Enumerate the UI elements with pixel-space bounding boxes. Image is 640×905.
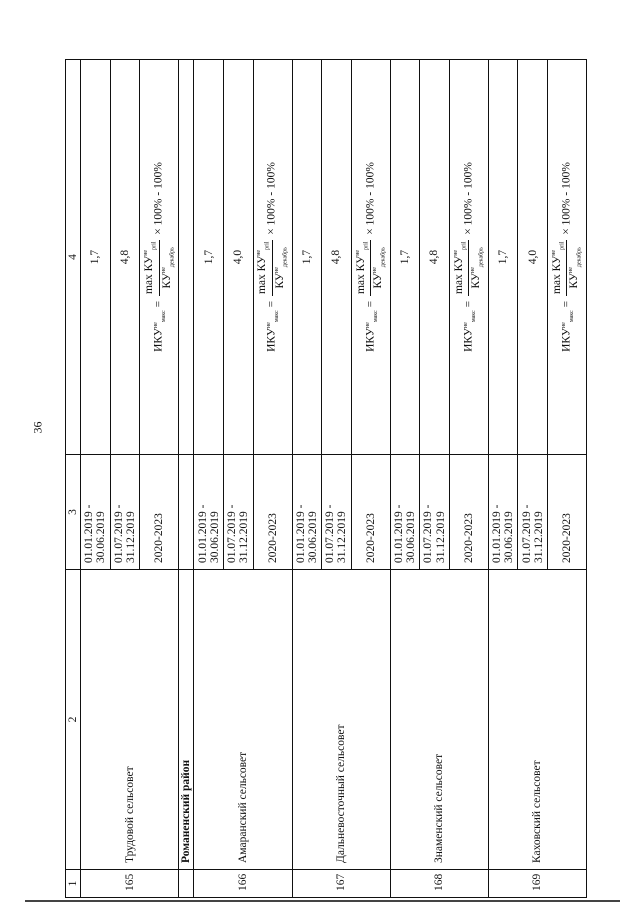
value-cell: 4,8 [420,60,450,455]
value-cell: 1,7 [292,60,322,455]
period-cell: 01.07.2019 - 31.12.2019 [518,455,548,570]
page-number: 36 [30,421,45,434]
period-cell: 01.01.2019 - 30.06.2019 [81,455,111,570]
row-number: 169 [488,870,586,898]
period-cell: 01.01.2019 - 30.06.2019 [390,455,420,570]
period-cell: 01.01.2019 - 30.06.2019 [292,455,322,570]
formula-fraction: $\max КУ^{не}_{pril}$ $КУ^{не}_{декабрь}$ [256,241,289,295]
period-cell: 2020-2023 [547,455,586,570]
period-cell: 2020-2023 [253,455,292,570]
col-header-1: 1 [66,870,81,898]
period-cell: 01.07.2019 - 31.12.2019 [224,455,254,570]
row-number: 166 [194,870,292,898]
formula-tail: × 100% - 100% [152,162,165,235]
value-cell: 1,7 [194,60,224,455]
period-cell: 2020-2023 [140,455,179,570]
row-number: 168 [390,870,488,898]
municipality-name: Каховский сельсовет [488,570,586,870]
formula-cell: $ИКУ^{не}_{макс}$ = $\max КУ^{не}_{pril}$ $КУ^{не}_{декабрь}$ × 100% - 100% [547,60,586,455]
column-header-row [66,60,81,898]
formula-fraction: $\max КУ^{не}_{pril}$ $КУ^{не}_{декабрь}$ [143,241,175,295]
rotated-table-container [65,60,587,898]
municipality-name: Трудовой сельсовет [81,570,179,870]
table-row [194,60,224,898]
value-cell: 4,0 [224,60,254,455]
value-cell: 4,8 [110,60,140,455]
row-number: 165 [81,870,179,898]
formula-cell: $ИКУ^{не}_{макс}$ = $\max КУ^{не}_{pril}$ $КУ^{не}_{декабрь}$ × 100% - 100% [253,60,292,455]
period-cell: 01.01.2019 - 30.06.2019 [194,455,224,570]
row-number: 167 [292,870,390,898]
municipality-name: Знаменский сельсовет [390,570,488,870]
formula-fraction: $\max КУ^{не}_{pril}$ $КУ^{не}_{декабрь}$ [354,241,387,295]
municipality-name: Дальневосточный сельсовет [292,570,390,870]
table-row [488,60,518,898]
formula-lhs: ИКУ [152,328,165,352]
data-table [65,59,587,898]
value-cell: 4,8 [322,60,352,455]
district-name: Романенский район [179,570,194,870]
formula-cell: $ИКУ^{не}_{макс}$ = $\max КУ^{не}_{pril}$ $КУ^{не}_{декабрь}$ × 100% - 100% [351,60,390,455]
period-cell: 01.07.2019 - 31.12.2019 [322,455,352,570]
col-header-4: 4 [66,60,81,455]
formula-fraction: $\max КУ^{не}_{pril}$ $КУ^{не}_{декабрь}$ [550,241,583,295]
formula-fraction: $\max КУ^{не}_{pril}$ $КУ^{не}_{декабрь}$ [452,241,485,295]
value-cell: 4,0 [518,60,548,455]
period-cell: 2020-2023 [449,455,488,570]
scan-edge-line [25,900,620,902]
period-cell: 01.07.2019 - 31.12.2019 [420,455,450,570]
value-cell: 1,7 [488,60,518,455]
table-row [81,60,111,898]
district-row [179,60,194,898]
municipality-name: Амаранский сельсовет [194,570,292,870]
table-row [292,60,322,898]
period-cell: 01.01.2019 - 30.06.2019 [488,455,518,570]
col-header-2: 2 [66,570,81,870]
formula-cell: $ИКУ^{не}_{макс}$ = $\max КУ^{не}_{pril}$ $КУ^{не}_{декабрь}$ × 100% - 100% [140,60,179,455]
period-cell: 2020-2023 [351,455,390,570]
formula-cell: $ИКУ^{не}_{макс}$ = $\max КУ^{не}_{pril}$ $КУ^{не}_{декабрь}$ × 100% - 100% [449,60,488,455]
table-row [390,60,420,898]
period-cell: 01.07.2019 - 31.12.2019 [110,455,140,570]
value-cell: 1,7 [81,60,111,455]
value-cell: 1,7 [390,60,420,455]
col-header-3: 3 [66,455,81,570]
